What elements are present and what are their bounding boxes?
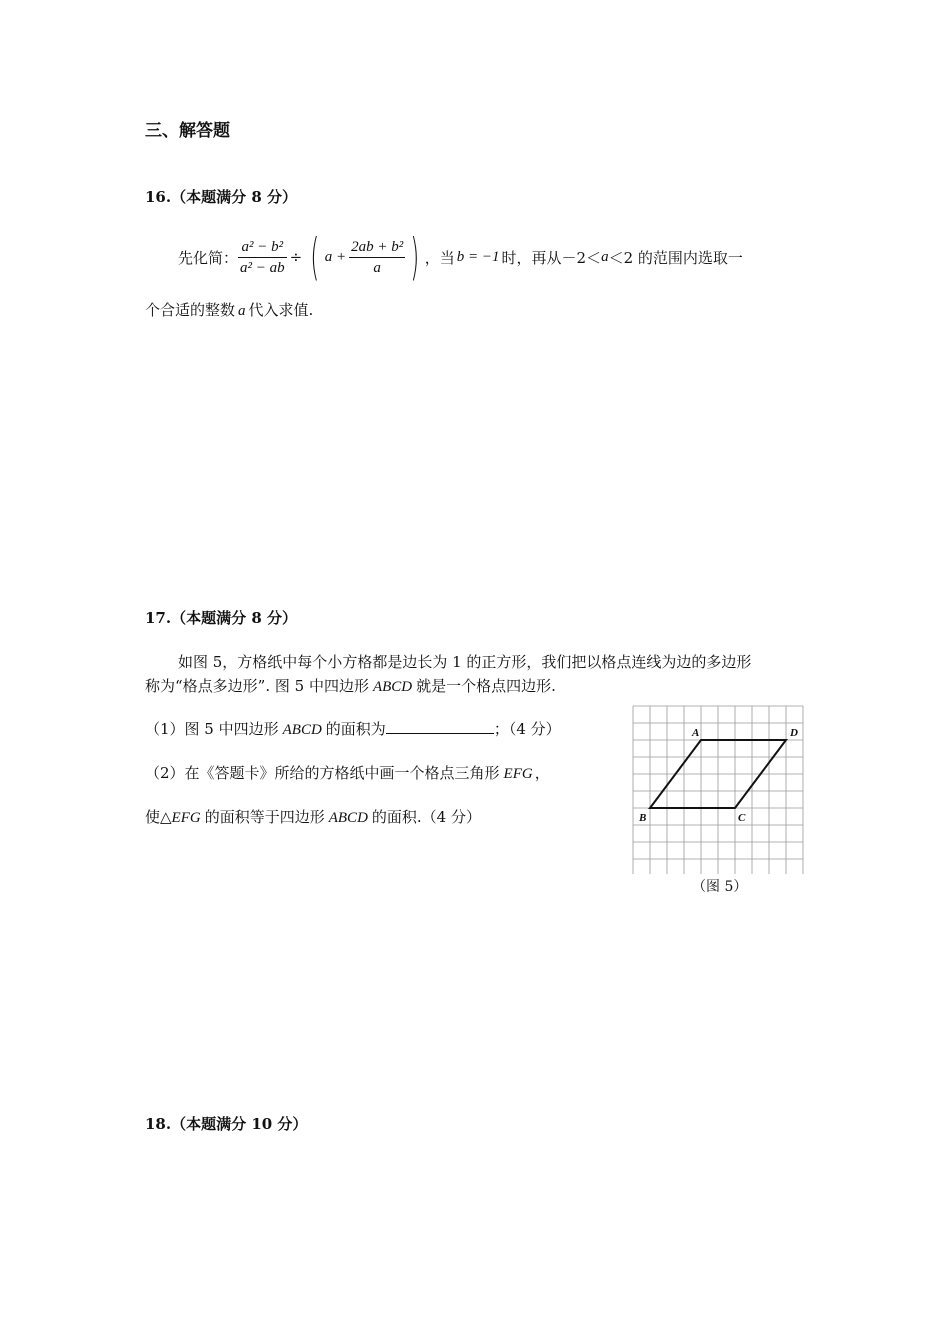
q16-cond-end: ＜2 的范围内选取一 [608, 248, 743, 267]
figure-5-caption: （图 5） [692, 879, 748, 895]
q17-part3-var: EFG [171, 810, 201, 826]
q17-part2 [145, 762, 550, 783]
q17-part3 [145, 806, 481, 827]
vertex-label-d: D [790, 727, 798, 739]
q16-fraction-1 [238, 237, 287, 278]
q17-part1-c: ；（4 分） [493, 720, 561, 738]
q17-para2-var: ABCD [372, 679, 413, 695]
section-title: 三、解答题 [145, 121, 230, 141]
q17-part2-var: EFG [503, 766, 533, 782]
figure-5-grid [630, 704, 806, 874]
q16-cond-rest: 时，再从－2＜ [501, 248, 602, 267]
q16-line2-a: 个合适的整数 [145, 301, 236, 319]
q16-divide-sign: ÷ [289, 248, 303, 266]
q16-line2 [145, 299, 313, 320]
q16-right-paren: ) [410, 228, 420, 286]
q18-header: 18.（本题满分 10 分） [145, 1115, 308, 1133]
q16-header: 16.（本题满分 8 分） [145, 188, 297, 206]
q16-left-paren: ( [310, 228, 320, 286]
q17-answer-blank[interactable] [386, 719, 494, 734]
q17-para2 [145, 675, 556, 696]
q16-cond-eq: b = −1 [456, 248, 500, 265]
q16-prefix: 先化简： [178, 248, 239, 267]
q17-part3-var2: ABCD [328, 810, 368, 826]
q17-part1-a: （1）图 5 中四边形 [145, 720, 279, 738]
q17-para1: 如图 5，方格纸中每个小方格都是边长为 1 的正方形，我们把以格点连线为边的多边形 [178, 653, 752, 671]
q16-line2-var: a [238, 303, 246, 319]
q17-part1 [145, 718, 561, 739]
vertex-label-c: C [738, 812, 746, 824]
q16-cond-mid: ，当 [424, 248, 455, 267]
q17-part3-c: 的面积.（4 分） [371, 808, 481, 826]
q17-para2-b: 就是一个格点四边形. [416, 677, 556, 695]
q16-line2-b: 代入求值. [248, 301, 314, 319]
q16-cond-var: a [601, 248, 609, 265]
q16-frac1-numerator: a² − b² [238, 237, 287, 258]
q16-frac2-numerator: 2ab + b² [349, 237, 405, 258]
q17-part2-b: ， [534, 764, 550, 782]
grid-lines [633, 706, 803, 874]
q17-part1-var: ABCD [282, 722, 322, 738]
q17-para2-a: 称为“格点多边形”. 图 5 中四边形 [145, 677, 369, 695]
q17-part3-b: 的面积等于四边形 [204, 808, 325, 826]
q17-header: 17.（本题满分 8 分） [145, 609, 297, 627]
q16-a-plus: a + [324, 248, 347, 265]
q16-frac1-denominator: a² − ab [240, 259, 285, 276]
q16-expression [178, 228, 743, 286]
q17-part3-a: 使△ [145, 808, 172, 826]
q16-fraction-2 [349, 237, 405, 278]
q17-part2-a: （2）在《答题卡》所给的方格纸中画一个格点三角形 [145, 764, 500, 782]
q16-frac2-denominator: a [373, 259, 381, 276]
vertex-label-b: B [639, 812, 647, 824]
vertex-label-a: A [692, 727, 700, 739]
q17-part1-b: 的面积为 [325, 720, 386, 738]
